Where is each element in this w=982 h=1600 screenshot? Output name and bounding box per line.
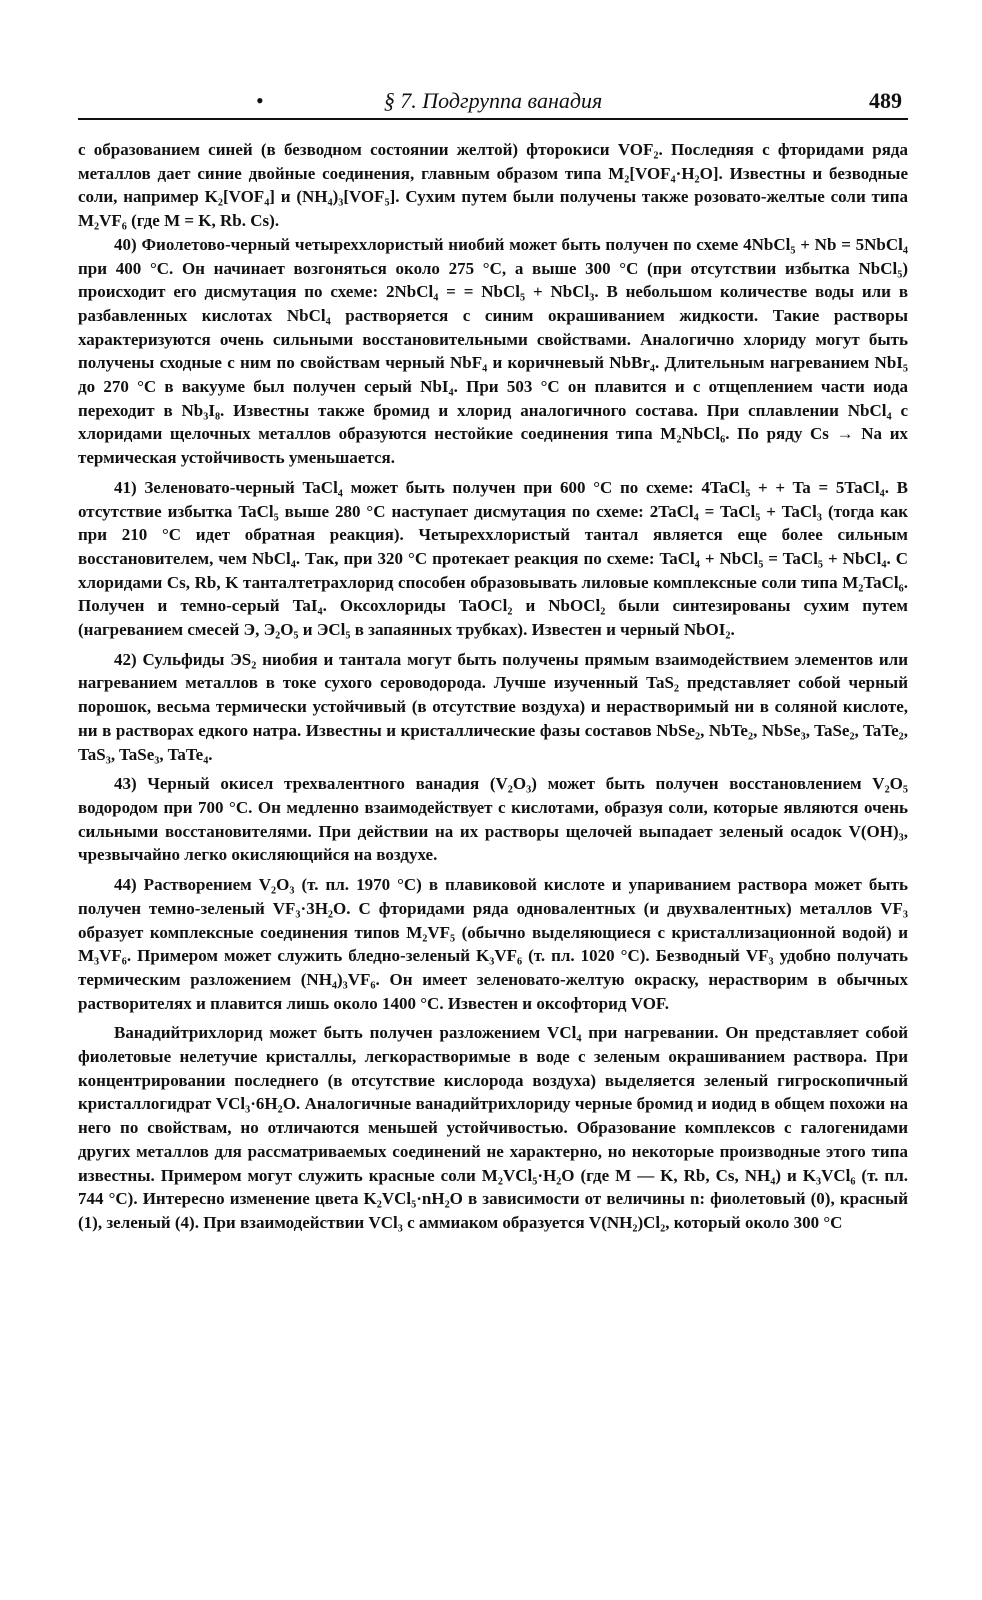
note-40: 40) Фиолетово-черный четыреххлористый ниобий может быть получен по схеме 4NbCl₅ + Nb = 5NbCl₄ при 400 °C. Он начинает возгоняться около 275 °C, а выше 300 °C (при отсутствии избытка NbCl₅) происходит его дисмутация по схеме: 2NbCl₄ = = NbCl₅ + NbCl₃. В небольшом количестве воды или в разбавленных кислотах NbCl₄ растворяется с синим окрашиванием жидкости. Такие растворы характеризуются очень сильными восстановительными свойствами. Аналогично хлориду могут быть получены сходные с ним по свойствам черный NbF₄ и коричневый NbBr₄. Длительным нагреванием NbI₅ до 270 °C в вакууме был получен серый NbI₄. При 503 °C он плавится и с отщеплением части иода переходит в Nb₃I₈. Известны также бромид и хлорид аналогичного состава. При сплавлении NbCl₄ с хлоридами щелочных металлов образуются нестойкие соединения типа M₂NbCl₆. По ряду Cs → Na их термическая устойчивость уменьшается. xyxy=(78,234,908,468)
note-44: 44) Растворением V₂O₃ (т. пл. 1970 °C) в плавиковой кислоте и упариванием раствора может быть получен темно-зеленый VF₃·3H₂O. С фторидами ряда одновалентных (и двухвалентных) металлов VF₃ образует комплексные соединения типов M₂VF₅ (обычно выделяющиеся с кристаллизационной водой) и M₃VF₆. Примером может служить бледно-зеленый K₃VF₆ (т. пл. 1020 °C). Безводный VF₃ удобно получать термическим разложением (NH₄)₃VF₆. Он имеет зеленовато-желтую окраску, нерастворим в обычных растворителях и плавится лишь около 1400 °C. Известен и оксофторид VOF. xyxy=(78,875,908,1013)
paragraph-vanadium-trichloride: Ванадийтрихлорид может быть получен разложением VCl₄ при нагревании. Он представляет собой фиолетовые нелетучие кристаллы, легкорастворимые в воде с зеленым окрашиванием раствора. При концентрировании последнего (в отсутствие кислорода воздуха) выделяется зеленый гигроскопичный кристаллогидрат VCl₃·6H₂O. Аналогичные ванадийтрихлориду черные бромид и иодид в общем похожи на него по свойствам, но отличаются меньшей устойчивостью. Образование комплексов с галогенидами других металлов для рассматриваемых соединений не характерно, но некоторые производные этого типа известны. Примером могут служить красные соли M₂VCl₅·H₂O (где M — K, Rb, Cs, NH₄) и K₃VCl₆ (т. пл. 744 °C). Интересно изменение цвета K₂VCl₅·nH₂O в зависимости от величины n: фиолетовый (0), красный (1), зеленый (4). При взаимодействии VCl₃ с аммиаком образуется V(NH₂)Cl₂, который около 300 °C xyxy=(78,1023,908,1232)
section-title: § 7. Подгруппа ванадия xyxy=(383,88,603,113)
paragraph-continuation: с образованием синей (в безводном состоянии желтой) фторокиси VOF₂. Последняя с фторидами ряда металлов дает синие двойные соединения, главным образом типа M₂[VOF₄·H₂O]. Известны и безводные соли, например K₂[VOF₄] и (NH₄)₃[VOF₅]. Сухим путем были получены также розовато-желтые соли типа M₂VF₆ (где M = K, Rb. Cs). xyxy=(78,140,908,231)
note-42: 42) Сульфиды ЭS₂ ниобия и тантала могут быть получены прямым взаимодействием элементов или нагреванием металлов в токе сухого сероводорода. Лучше изученный TaS₂ представляет собой черный порошок, весьма термически устойчивый (в отсутствие воздуха) и нерастворимый ни в соляной кислоте, ни в растворах едкого натра. Известны и кристаллические фазы составов NbSe₂, NbTe₂, NbSe₃, TaSe₂, TaTe₂, TaS₃, TaSe₃, TaTe₄. xyxy=(78,649,908,764)
page-number: 489 xyxy=(869,88,902,113)
header-bullet: • xyxy=(256,88,264,113)
running-header xyxy=(78,84,908,120)
page-body xyxy=(78,138,908,1578)
note-43: 43) Черный окисел трехвалентного ванадия (V₂O₃) может быть получен восстановлением V₂O₅ водородом при 700 °C. Он медленно взаимодействует с кислотами, образуя соли, которые являются очень сильными восстановителями. При действии на их растворы щелочей выпадает зеленый осадок V(OH)₃, чрезвычайно легко окисляющийся на воздухе. xyxy=(78,774,908,865)
note-41: 41) Зеленовато-черный TaCl₄ может быть получен при 600 °C по схеме: 4TaCl₅ + + Ta = 5TaCl₄. В отсутствие избытка TaCl₅ выше 280 °C наступает дисмутация по схеме: 2TaCl₄ = TaCl₅ + TaCl₃ (тогда как при 210 °C идет обратная реакция). Четыреххлористый тантал является еще более сильным восстановителем, чем NbCl₄. Так, при 320 °C протекает реакция по схеме: TaCl₄ + NbCl₅ = TaCl₅ + NbCl₄. С хлоридами Cs, Rb, K танталтетрахлорид способен образовывать лиловые комплексные соли типа M₂TaCl₆. Получен и темно-серый TaI₄. Оксохлориды TaOCl₂ и NbOCl₂ были синтезированы сухим путем (нагреванием смесей Э, Э₂O₅ и ЭCl₅ в запаянных трубках). Известен и черный NbOI₂. xyxy=(78,477,908,640)
